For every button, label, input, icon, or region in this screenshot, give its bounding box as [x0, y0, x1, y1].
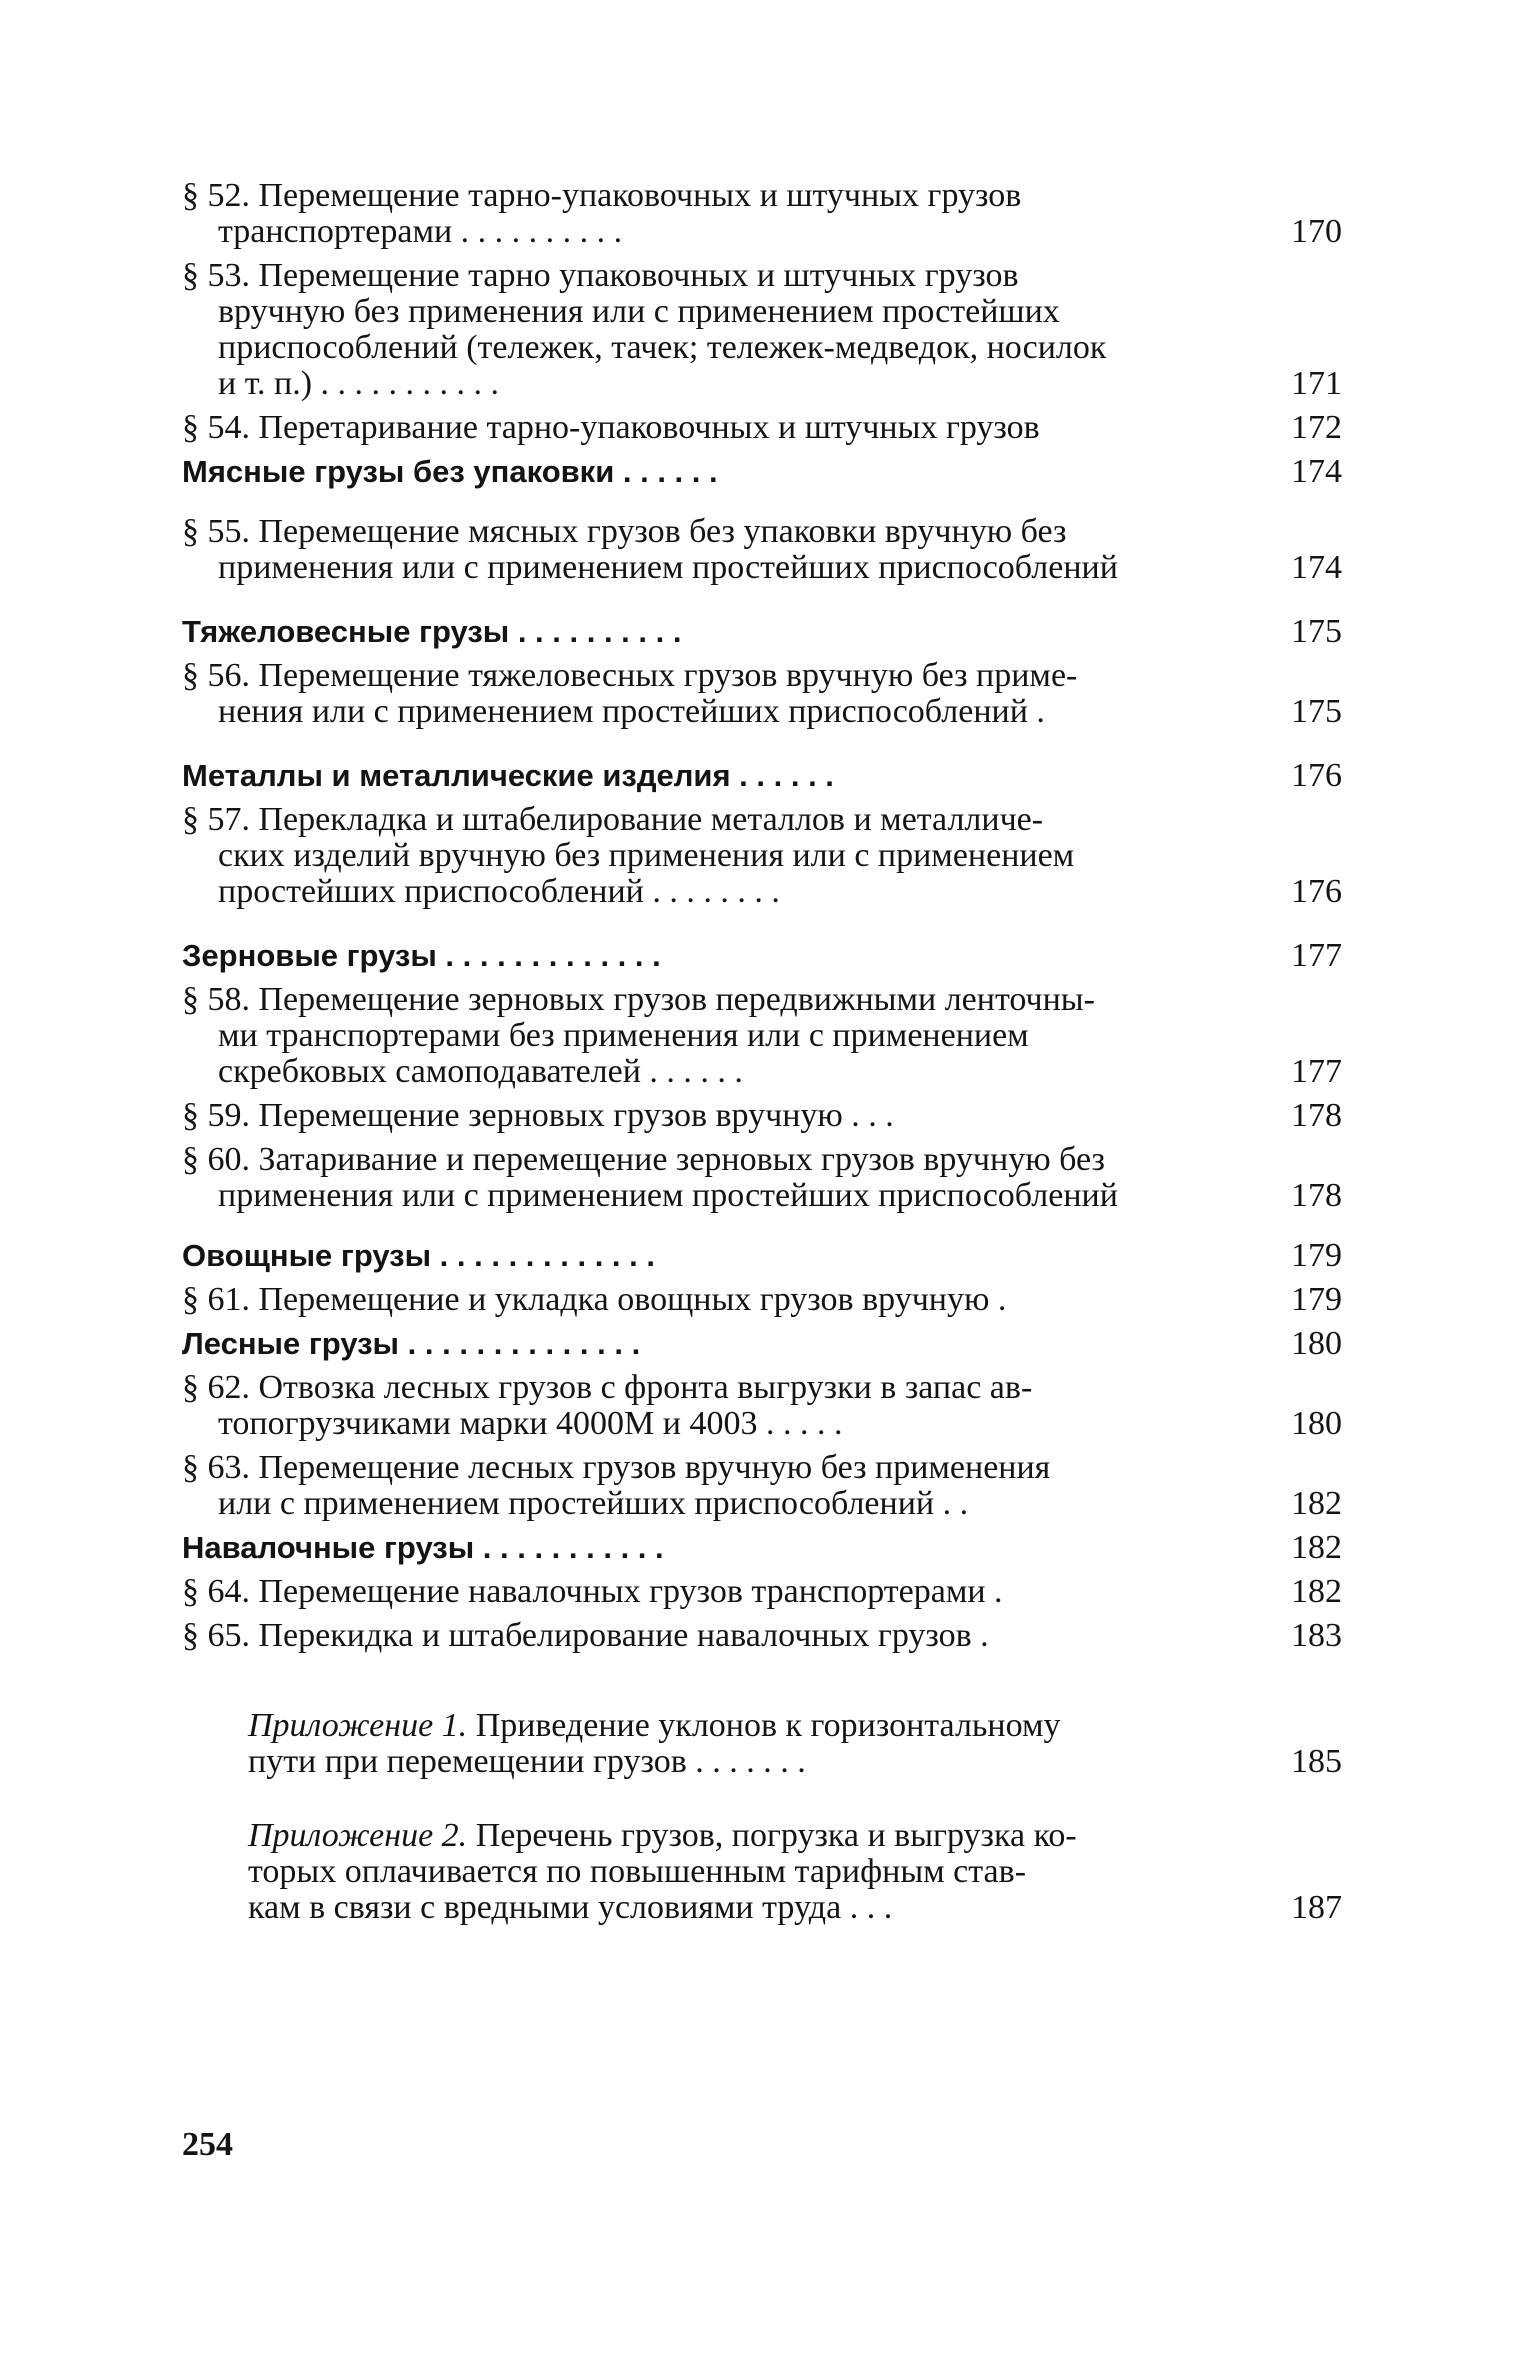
toc-section [182, 1282, 1342, 1318]
toc-entry-line: кам в связи с вредными условиями труда . . . [248, 1889, 893, 1926]
toc-entry-text [182, 1450, 1242, 1522]
toc-section [182, 178, 1342, 250]
toc-entry-text [182, 658, 1242, 730]
toc-entry-text [182, 1282, 1242, 1318]
toc-entry-line: § 54. Перетаривание тарно-упаковочных и штучных грузов [182, 409, 1040, 446]
toc-entry-text [182, 614, 1242, 650]
toc-entry-text [182, 1098, 1242, 1134]
toc-entry-text [182, 178, 1242, 250]
toc-heading [182, 1238, 1342, 1274]
toc-section [182, 1142, 1342, 1214]
toc-heading [182, 1326, 1342, 1362]
toc-entry-text [182, 410, 1242, 446]
toc-entry-text [182, 938, 1242, 974]
toc-page-number: 187 [1291, 1889, 1342, 1926]
toc-entry-text [182, 1238, 1242, 1274]
toc-entry-text [182, 1370, 1242, 1442]
toc-page-number: 176 [1291, 757, 1342, 794]
toc-page-number: 179 [1291, 1281, 1342, 1318]
toc-entry-line: нения или с применением простейших приспособлений . [218, 693, 1045, 730]
toc-entry-line: § 53. Перемещение тарно упаковочных и штучных грузов [182, 257, 1019, 294]
table-of-contents [182, 178, 1342, 1934]
toc-heading [182, 938, 1342, 974]
toc-page-number: 170 [1291, 213, 1342, 250]
toc-entry-line: Металлы и металлические изделия . . . . . . [182, 758, 834, 793]
toc-entry-text [248, 1708, 1242, 1780]
toc-entry-line: простейших приспособлений . . . . . . . . [218, 873, 780, 910]
toc-page-number: 179 [1291, 1237, 1342, 1274]
toc-entry-line: топогрузчиками марки 4000М и 4003 . . . . . [218, 1405, 843, 1442]
toc-entry-text [182, 1530, 1242, 1566]
toc-entry-line: Зерновые грузы . . . . . . . . . . . . . [182, 938, 661, 973]
toc-entry-line: Приложение 1. Приведение уклонов к горизонтальному [248, 1707, 1061, 1744]
toc-appendix [182, 1708, 1342, 1780]
toc-entry-text [182, 758, 1242, 794]
toc-page-number: 178 [1291, 1177, 1342, 1214]
toc-entry-line: § 52. Перемещение тарно-упаковочных и штучных грузов [182, 177, 1022, 214]
toc-entry-line: § 61. Перемещение и укладка овощных грузов вручную . [182, 1281, 1007, 1318]
toc-entry-line: Мясные грузы без упаковки . . . . . . [182, 454, 718, 489]
toc-entry-text [182, 802, 1242, 910]
toc-section [182, 514, 1342, 586]
appendix-label: Приложение 2. [248, 1817, 468, 1854]
toc-entry-line: Навалочные грузы . . . . . . . . . . . [182, 1530, 664, 1565]
toc-heading [182, 1530, 1342, 1566]
toc-entry-text [182, 1618, 1242, 1654]
toc-entry-line: Овощные грузы . . . . . . . . . . . . . [182, 1238, 655, 1273]
toc-entry-line: § 55. Перемещение мясных грузов без упаковки вручную без [182, 513, 1067, 550]
toc-entry-text [182, 982, 1242, 1090]
toc-entry-line: пути при перемещении грузов . . . . . . . [248, 1743, 806, 1780]
toc-page-number: 175 [1291, 693, 1342, 730]
toc-entry-line: Лесные грузы . . . . . . . . . . . . . . [182, 1326, 641, 1361]
toc-entry-text [182, 454, 1242, 490]
toc-entry-line: торых оплачивается по повышенным тарифным став- [248, 1853, 1027, 1890]
toc-entry-text [182, 1574, 1242, 1610]
toc-section [182, 802, 1342, 910]
toc-entry-line: § 60. Затаривание и перемещение зерновых грузов вручную без [182, 1141, 1105, 1178]
toc-heading [182, 758, 1342, 794]
toc-appendix [182, 1818, 1342, 1926]
toc-page-number: 172 [1291, 409, 1342, 446]
toc-page-number: 176 [1291, 873, 1342, 910]
toc-entry-line: или с применением простейших приспособлений . . [218, 1485, 969, 1522]
toc-entry-line: ских изделий вручную без применения или с применением [218, 837, 1075, 874]
toc-entry-line: § 56. Перемещение тяжеловесных грузов вручную без приме- [182, 657, 1078, 694]
toc-entry-text [248, 1818, 1242, 1926]
toc-entry-line: и т. п.) . . . . . . . . . . . [218, 365, 500, 402]
toc-entry-line: транспортерами . . . . . . . . . . [218, 213, 623, 250]
toc-page-number: 175 [1291, 613, 1342, 650]
toc-page-number: 185 [1291, 1743, 1342, 1780]
toc-page-number: 182 [1291, 1529, 1342, 1566]
toc-entry-line: ми транспортерами без применения или с применением [218, 1017, 1029, 1054]
toc-heading [182, 454, 1342, 490]
toc-heading [182, 614, 1342, 650]
toc-section [182, 1618, 1342, 1654]
toc-section [182, 410, 1342, 446]
toc-entry-line: Приложение 2. Перечень грузов, погрузка и выгрузка ко- [248, 1817, 1077, 1854]
toc-entry-line: § 59. Перемещение зерновых грузов вручную . . . [182, 1097, 894, 1134]
toc-entry-text [182, 1142, 1242, 1214]
toc-page-number: 183 [1291, 1617, 1342, 1654]
toc-page-number: 182 [1291, 1485, 1342, 1522]
toc-entry-line: вручную без применения или с применением простейших [218, 293, 1060, 330]
toc-section [182, 1450, 1342, 1522]
toc-page-number: 182 [1291, 1573, 1342, 1610]
toc-entry-line: § 57. Перекладка и штабелирование металлов и металличе- [182, 801, 1044, 838]
toc-section [182, 258, 1342, 402]
toc-entry-line: применения или с применением простейших приспособлений [218, 549, 1118, 586]
appendix-label: Приложение 1. [248, 1707, 468, 1744]
toc-entry-line: скребковых самоподавателей . . . . . . [218, 1053, 743, 1090]
toc-entry-line: Тяжеловесные грузы . . . . . . . . . . [182, 614, 682, 649]
page-number: 254 [182, 2126, 233, 2163]
toc-entry-line: § 64. Перемещение навалочных грузов транспортерами . [182, 1573, 1003, 1610]
toc-page-number: 174 [1291, 549, 1342, 586]
toc-entry-line: § 65. Перекидка и штабелирование навалочных грузов . [182, 1617, 989, 1654]
toc-page-number: 177 [1291, 1053, 1342, 1090]
toc-entry-text [182, 258, 1242, 402]
toc-page-number: 178 [1291, 1097, 1342, 1134]
toc-entry-text [182, 514, 1242, 586]
toc-entry-line: приспособлений (тележек, тачек; тележек-медведок, носилок [218, 329, 1107, 366]
toc-section [182, 1574, 1342, 1610]
toc-section [182, 658, 1342, 730]
toc-page-number: 180 [1291, 1405, 1342, 1442]
toc-entry-line: применения или с применением простейших приспособлений [218, 1177, 1118, 1214]
toc-page-number: 177 [1291, 937, 1342, 974]
toc-section [182, 1098, 1342, 1134]
toc-page-number: 174 [1291, 453, 1342, 490]
toc-page-number: 180 [1291, 1325, 1342, 1362]
toc-entry-line: § 63. Перемещение лесных грузов вручную без применения [182, 1449, 1051, 1486]
toc-page-number: 171 [1291, 365, 1342, 402]
toc-section [182, 982, 1342, 1090]
toc-entry-line: § 58. Перемещение зерновых грузов передвижными ленточны- [182, 981, 1095, 1018]
toc-entry-line: § 62. Отвозка лесных грузов с фронта выгрузки в запас ав- [182, 1369, 1033, 1406]
toc-entry-text [182, 1326, 1242, 1362]
toc-section [182, 1370, 1342, 1442]
